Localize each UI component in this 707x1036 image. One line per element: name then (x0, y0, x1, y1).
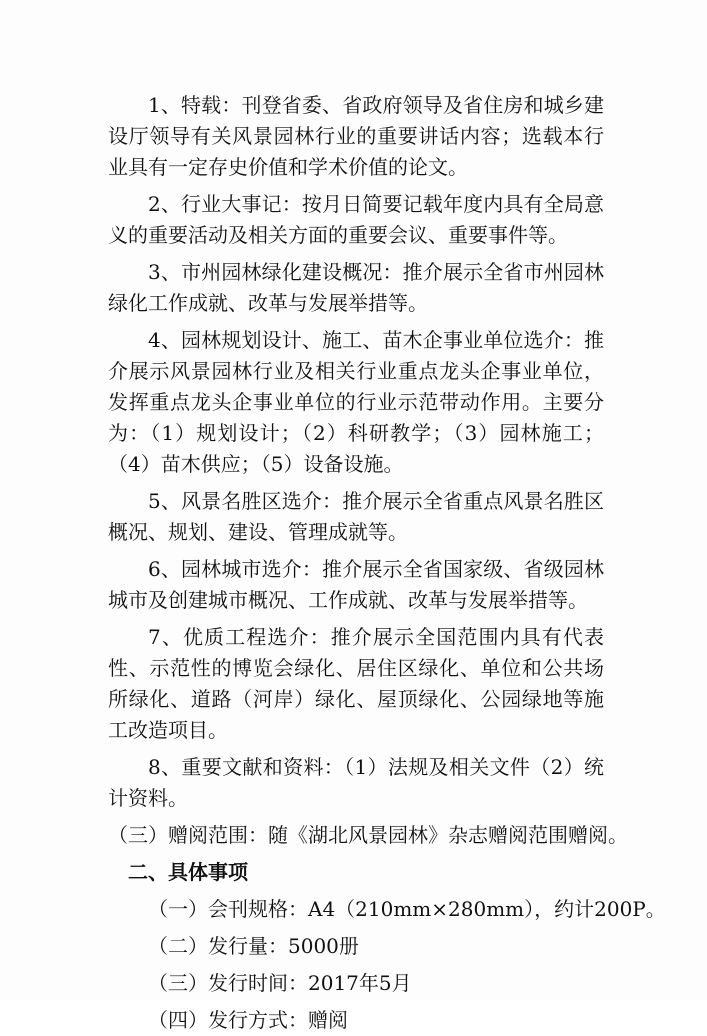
item-issue-date: （三）发行时间：2017年5月 (148, 971, 412, 995)
paragraph-garden-cities: 6、园林城市选介：推介展示全省国家级、省级园林城市及创建城市概况、工作成就、改革与发展举措等。 (108, 557, 604, 612)
paragraph-quality-projects: 7、优质工程选介：推介展示全国范围内具有代表性、示范性的博览会绿化、居住区绿化、单位和公共场所绿化、道路（河岸）绿化、屋顶绿化、公园绿地等施工改造项目。 (108, 625, 604, 742)
section-heading: 二、具体事项 (128, 860, 248, 884)
paragraph-documents: 8、重要文献和资料：（1）法规及相关文件（2）统计资料。 (108, 755, 604, 810)
paragraph-enterprise-intro: 4、园林规划设计、施工、苗木企事业单位选介：推介展示风景园林行业及相关行业重点龙头企事业单位，发挥重点龙头企事业单位的行业示范带动作用。主要分为：（1）规划设计；（2）科研教学；（3）园林施工；（4）苗木供应；（5）设备设施。 (108, 328, 604, 476)
gift-scope-line: （三）赠阅范围：随《湖北风景园林》杂志赠阅范围赠阅。 (108, 823, 628, 847)
item-distribution: （四）发行方式：赠阅 (148, 1008, 348, 1032)
document-body (108, 90, 666, 1036)
paragraph-city-greening: 3、市州园林绿化建设概况：推介展示全省市州园林绿化工作成就、改革与发展举措等。 (108, 260, 604, 315)
paragraph-special-feature: 1、特载：刊登省委、省政府领导及省住房和城乡建设厅领导有关风景园林行业的重要讲话内容；选载本行业具有一定存史价值和学术价值的论文。 (108, 93, 604, 179)
paragraph-scenic-areas: 5、风景名胜区选介：推介展示全省重点风景名胜区概况、规划、建设、管理成就等。 (108, 489, 604, 544)
item-format: （一）会刊规格：A4（210mm×280mm），约计200P。 (148, 897, 666, 921)
item-circulation: （二）发行量：5000册 (148, 934, 359, 958)
paragraph-industry-events: 2、行业大事记：按月日简要记载年度内具有全局意义的重要活动及相关方面的重要会议、重要事件等。 (108, 192, 604, 247)
